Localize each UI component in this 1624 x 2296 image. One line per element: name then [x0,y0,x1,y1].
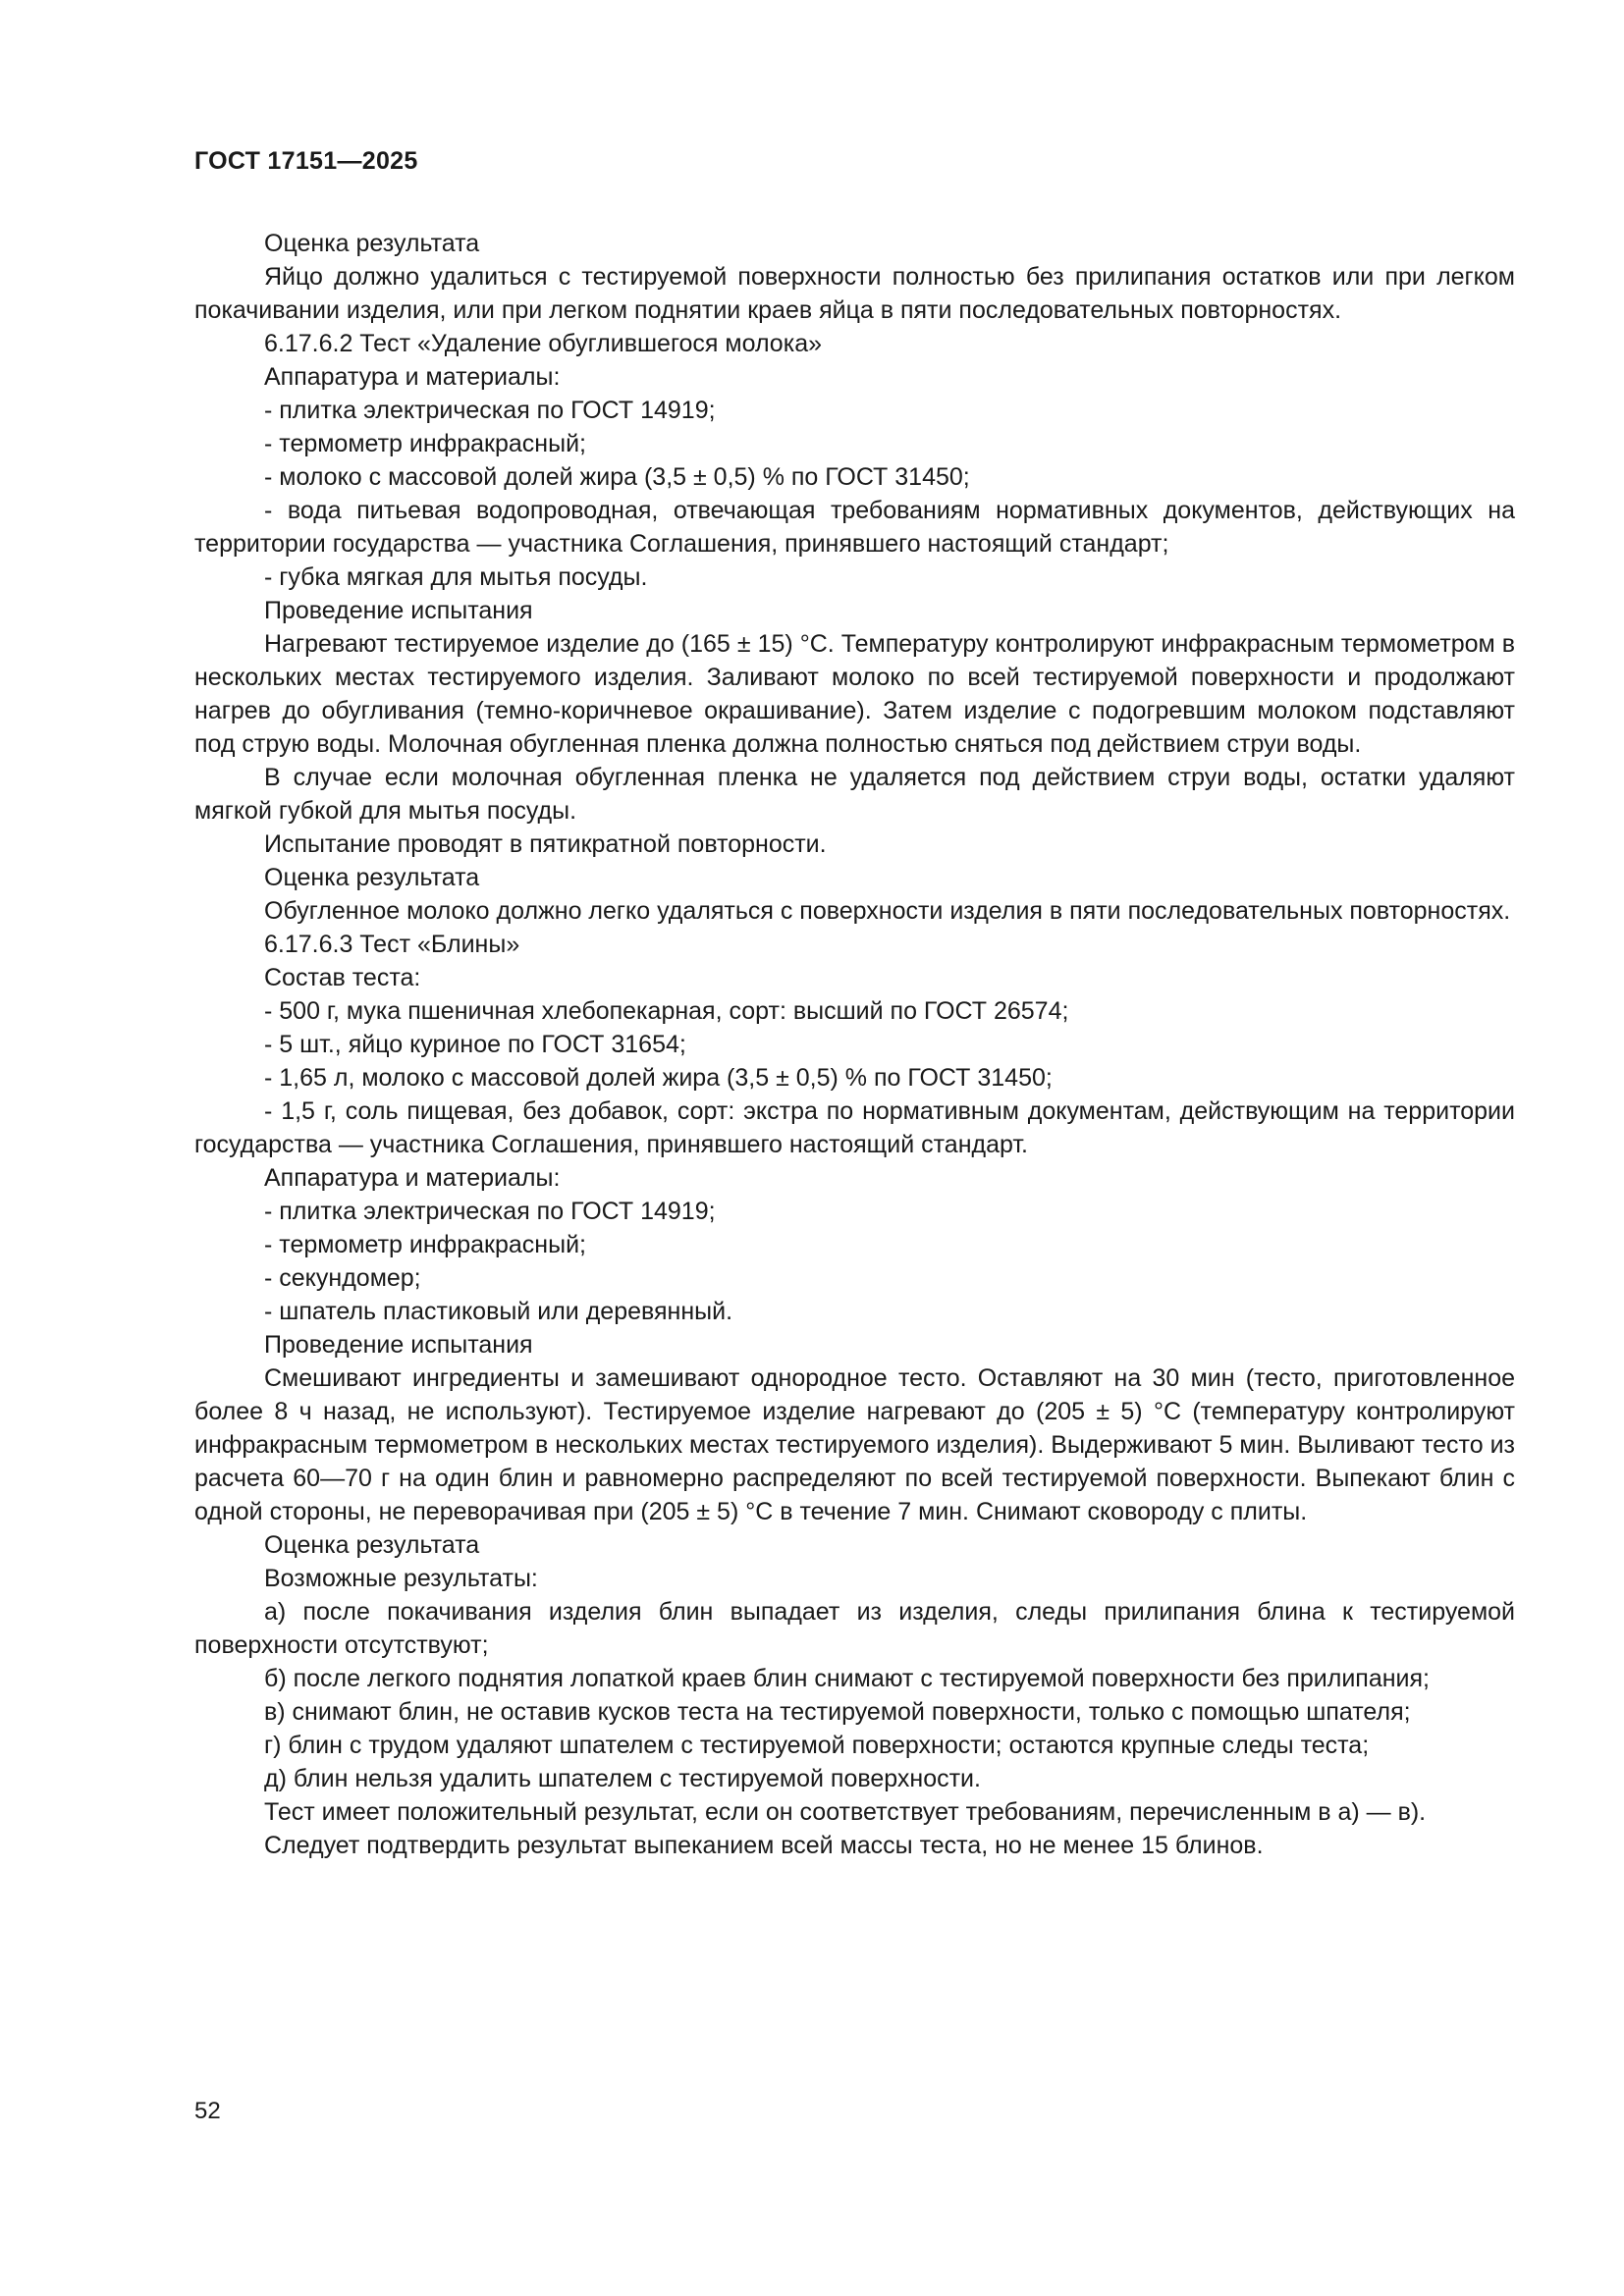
paragraph: Тест имеет положительный результат, если он соответствует требованиям, перечисленным в а) — в). [264,1798,1427,1826]
list-item: - губка мягкая для мытья посуды. [264,563,648,591]
section-heading: Оценка результата [264,230,480,257]
page-number: 52 [194,2098,221,2124]
list-item: - плитка электрическая по ГОСТ 14919; [264,1198,716,1225]
list-item: - 1,5 г, соль пищевая, без добавок, сорт: экстра по нормативным документам, действующим на территории государства — участника Соглашения, принявшего настоящий стандарт. [194,1097,1515,1158]
paragraph: В случае если молочная обугленная пленка не удаляется под действием струи воды, остатки удаляют мягкой губкой для мытья посуды. [194,764,1515,825]
list-item: - 5 шт., яйцо куриное по ГОСТ 31654; [264,1031,686,1058]
paragraph: Испытание проводят в пятикратной повторности. [264,830,827,858]
section-heading: Аппаратура и материалы: [264,363,561,391]
paragraph: Смешивают ингредиенты и замешивают однородное тесто. Оставляют на 30 мин (тесто, приготовленное более 8 ч назад, не используют). Тестируемое изделие нагревают до (205 ± 5) °С (температуру контролируют инфракрасным термометром в нескольких местах тестируемого изделия). Выдерживают 5 мин. Выливают тесто из расчета 60—70 г на один блин и равномерно распределяют по всей тестируемой поверхности. Выпекают блин с одной стороны, не переворачивая при (205 ± 5) °С в течение 7 мин. Снимают сковороду с плиты. [194,1364,1515,1525]
section-heading: 6.17.6.2 Тест «Удаление обуглившегося молока» [264,330,823,357]
section-heading: Оценка результата [264,864,480,891]
paragraph: Возможные результаты: [264,1565,538,1592]
list-item: - 1,65 л, молоко с массовой долей жира (3,5 ± 0,5) % по ГОСТ 31450; [264,1064,1053,1092]
document-code: ГОСТ 17151—2025 [194,147,418,175]
result-option: б) после легкого поднятия лопаткой краев блин снимают с тестируемой поверхности без прилипания; [264,1665,1430,1692]
list-item: - термометр инфракрасный; [264,430,586,457]
list-item: - шпатель пластиковый или деревянный. [264,1298,733,1325]
paragraph: Яйцо должно удалиться с тестируемой поверхности полностью без прилипания остатков или при легком покачивании изделия, или при легком поднятии краев яйца в пяти последовательных повторностях. [194,263,1515,324]
paragraph: Нагревают тестируемое изделие до (165 ± 15) °С. Температуру контролируют инфракрасным термометром в нескольких местах тестируемого изделия. Заливают молоко по всей тестируемой поверхности и продолжают нагрев до обугливания (темно-коричневое окрашивание). Затем изделие с подогревшим молоком подставляют под струю воды. Молочная обугленная пленка должна полностью сняться под действием струи воды. [194,630,1515,758]
list-item: - секундомер; [264,1264,421,1292]
section-heading: Состав теста: [264,964,421,991]
list-item: - вода питьевая водопроводная, отвечающая требованиям нормативных документов, действующих на территории государства — участника Соглашения, принявшего настоящий стандарт; [194,497,1515,558]
section-heading: 6.17.6.3 Тест «Блины» [264,931,520,958]
list-item: - плитка электрическая по ГОСТ 14919; [264,397,716,424]
result-option: д) блин нельзя удалить шпателем с тестируемой поверхности. [264,1765,981,1792]
result-option: г) блин с трудом удаляют шпателем с тестируемой поверхности; остаются крупные следы теста; [264,1732,1370,1759]
page-body [194,227,1515,1862]
paragraph: Обугленное молоко должно легко удаляться с поверхности изделия в пяти последовательных повторностях. [264,897,1511,925]
section-heading: Аппаратура и материалы: [264,1164,561,1192]
result-option: а) после покачивания изделия блин выпадает из изделия, следы прилипания блина к тестируемой поверхности отсутствуют; [194,1598,1515,1659]
list-item: - молоко с массовой долей жира (3,5 ± 0,5) % по ГОСТ 31450; [264,463,970,491]
section-heading: Проведение испытания [264,597,533,624]
section-heading: Оценка результата [264,1531,480,1559]
result-option: в) снимают блин, не оставив кусков теста на тестируемой поверхности, только с помощью шпателя; [264,1698,1411,1726]
list-item: - 500 г, мука пшеничная хлебопекарная, сорт: высший по ГОСТ 26574; [264,997,1069,1025]
section-heading: Проведение испытания [264,1331,533,1359]
paragraph: Следует подтвердить результат выпеканием всей массы теста, но не менее 15 блинов. [264,1832,1264,1859]
list-item: - термометр инфракрасный; [264,1231,586,1258]
